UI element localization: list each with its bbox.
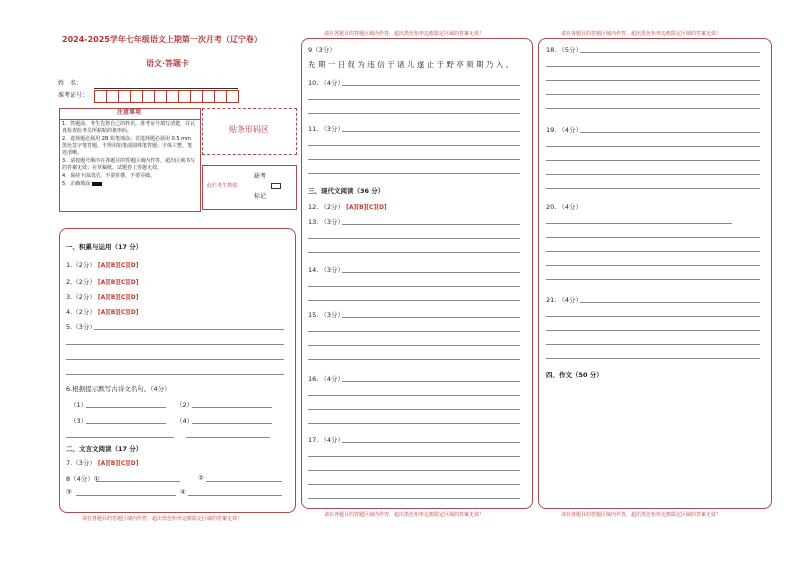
q8-2: ②	[198, 474, 204, 482]
q15: 15. （3分）	[308, 311, 345, 319]
page-subtitle: 语文·答题卡	[146, 59, 190, 68]
q9-sentence: 先 期 一 日 促 为 违 信 于 诸 儿 遂 止 于 野 亭 须 期 乃 入 。	[308, 60, 514, 69]
q6-4-field[interactable]	[192, 423, 272, 424]
absent-mark-2: 标记	[254, 193, 267, 200]
section4-title: 四、作文（50 分）	[546, 371, 603, 379]
section2-title: 二、文言文阅读（17 分）	[66, 445, 143, 453]
q8-2-field[interactable]	[206, 481, 282, 482]
q6-2-field[interactable]	[192, 407, 272, 408]
section1-title: 一、积累与运用（17 分）	[66, 243, 143, 251]
warning-right-bottom: 请在各题目的答题区域内作答，超出黑色矩形边框限定区域的答案无效！	[561, 512, 722, 518]
q12-options[interactable]: [A][B][C][D]	[346, 204, 387, 211]
q18: 18. （5分）	[546, 46, 583, 54]
absent-mark-1: 缺考	[254, 173, 267, 180]
warning-middle-bottom: 请在各题目的答题区域内作答，超出黑色矩形边框限定区域的答案无效！	[324, 512, 485, 518]
notice-title: 注意事项	[116, 109, 141, 116]
barcode-label: 贴条形码区	[229, 125, 269, 134]
fill-sample-mark	[92, 182, 102, 186]
answer-area-left	[59, 228, 296, 513]
q16: 16. （4分）	[308, 375, 345, 383]
absent-label: 此栏考生禁填	[207, 183, 238, 189]
absent-checkbox[interactable]	[271, 183, 281, 189]
q3-options[interactable]: [A][B][C][D]	[97, 294, 139, 301]
q6-3-field[interactable]	[86, 423, 166, 424]
warning-right-top: 请在各题目的答题区域内作答，超出黑色矩形边框限定区域的答案无效！	[561, 31, 722, 37]
q20: 20. （4分）	[546, 203, 583, 211]
q13: 13. （3分）	[308, 218, 345, 226]
q6-1-field[interactable]	[86, 407, 166, 408]
q6-2: （2）	[176, 401, 194, 409]
q7: 7.（3分） [A][B][C][D]	[66, 459, 139, 467]
q19: 19. （4分）	[546, 126, 583, 134]
q3: 3.（2分） [A][B][C][D]	[66, 293, 139, 301]
q8-3: ③	[66, 488, 72, 496]
q8: 8（4分）①	[66, 475, 100, 483]
id-label: 准考证号：	[58, 92, 89, 99]
q4-options[interactable]: [A][B][C][D]	[97, 309, 139, 316]
name-label: 姓 名：	[58, 80, 83, 87]
q6-4: （4）	[176, 417, 194, 425]
q7-options[interactable]: [A][B][C][D]	[97, 460, 139, 467]
q1: 1.（2分） [A][B][C][D]	[66, 261, 139, 269]
notice-list: 1．答题前，考生先将自己的姓名，准考证号填写清楚，并认真检查监考员所粘贴的条形码。 2．选择题必须用 2B 铅笔填涂；非选择题必须用 0.5 mm 黑色签字笔答题，不得用铅笔或圆珠笔答题；字体工整、笔迹清晰。 3．请按题号顺序在各题目的答题区域内作答，超出区域书写的答案无效；在草稿纸、试题卷上答题无效。 4．保持卡面清洁，不要折叠、不要弄破。 5．正确填涂	[62, 121, 196, 187]
warning-middle-top: 请在各题目的答题区域内作答，超出黑色矩形边框限定区域的答案无效！	[324, 31, 485, 37]
q6: 6.根据提示默写古诗文名句。（4分）	[66, 385, 171, 393]
q8-3-field[interactable]	[76, 495, 176, 496]
q11: 11. （3分）	[308, 125, 345, 133]
q8-1-field[interactable]	[96, 481, 180, 482]
q12: 12. （2分） [A][B][C][D]	[308, 203, 387, 211]
q1-options[interactable]: [A][B][C][D]	[97, 262, 139, 269]
q5: 5.（3分）	[66, 323, 96, 331]
section3-title: 三、现代文阅读（36 分）	[308, 187, 385, 195]
q8-4: ④	[180, 488, 186, 496]
q4: 4.（2分） [A][B][C][D]	[66, 308, 139, 316]
page-title: 2024-2025学年七年级语文上期第一次月考（辽宁卷）	[62, 35, 262, 44]
q17: 17. （4分）	[308, 436, 345, 444]
q6-1: （1）	[70, 401, 88, 409]
q10: 10. （4分）	[308, 79, 345, 87]
warning-left: 请在各题目的答题区域内作答，超出黑色矩形边框限定区域的答案无效！	[82, 516, 243, 522]
name-field[interactable]	[94, 88, 238, 89]
q2-options[interactable]: [A][B][C][D]	[97, 279, 139, 286]
q2: 2.（2分） [A][B][C][D]	[66, 278, 139, 286]
q8-4-field[interactable]	[188, 495, 282, 496]
q14: 14. （3分）	[308, 266, 345, 274]
q9: 9（3分）	[308, 46, 336, 54]
q6-3: （3）	[70, 417, 88, 425]
q21: 21. （4分）	[546, 296, 583, 304]
